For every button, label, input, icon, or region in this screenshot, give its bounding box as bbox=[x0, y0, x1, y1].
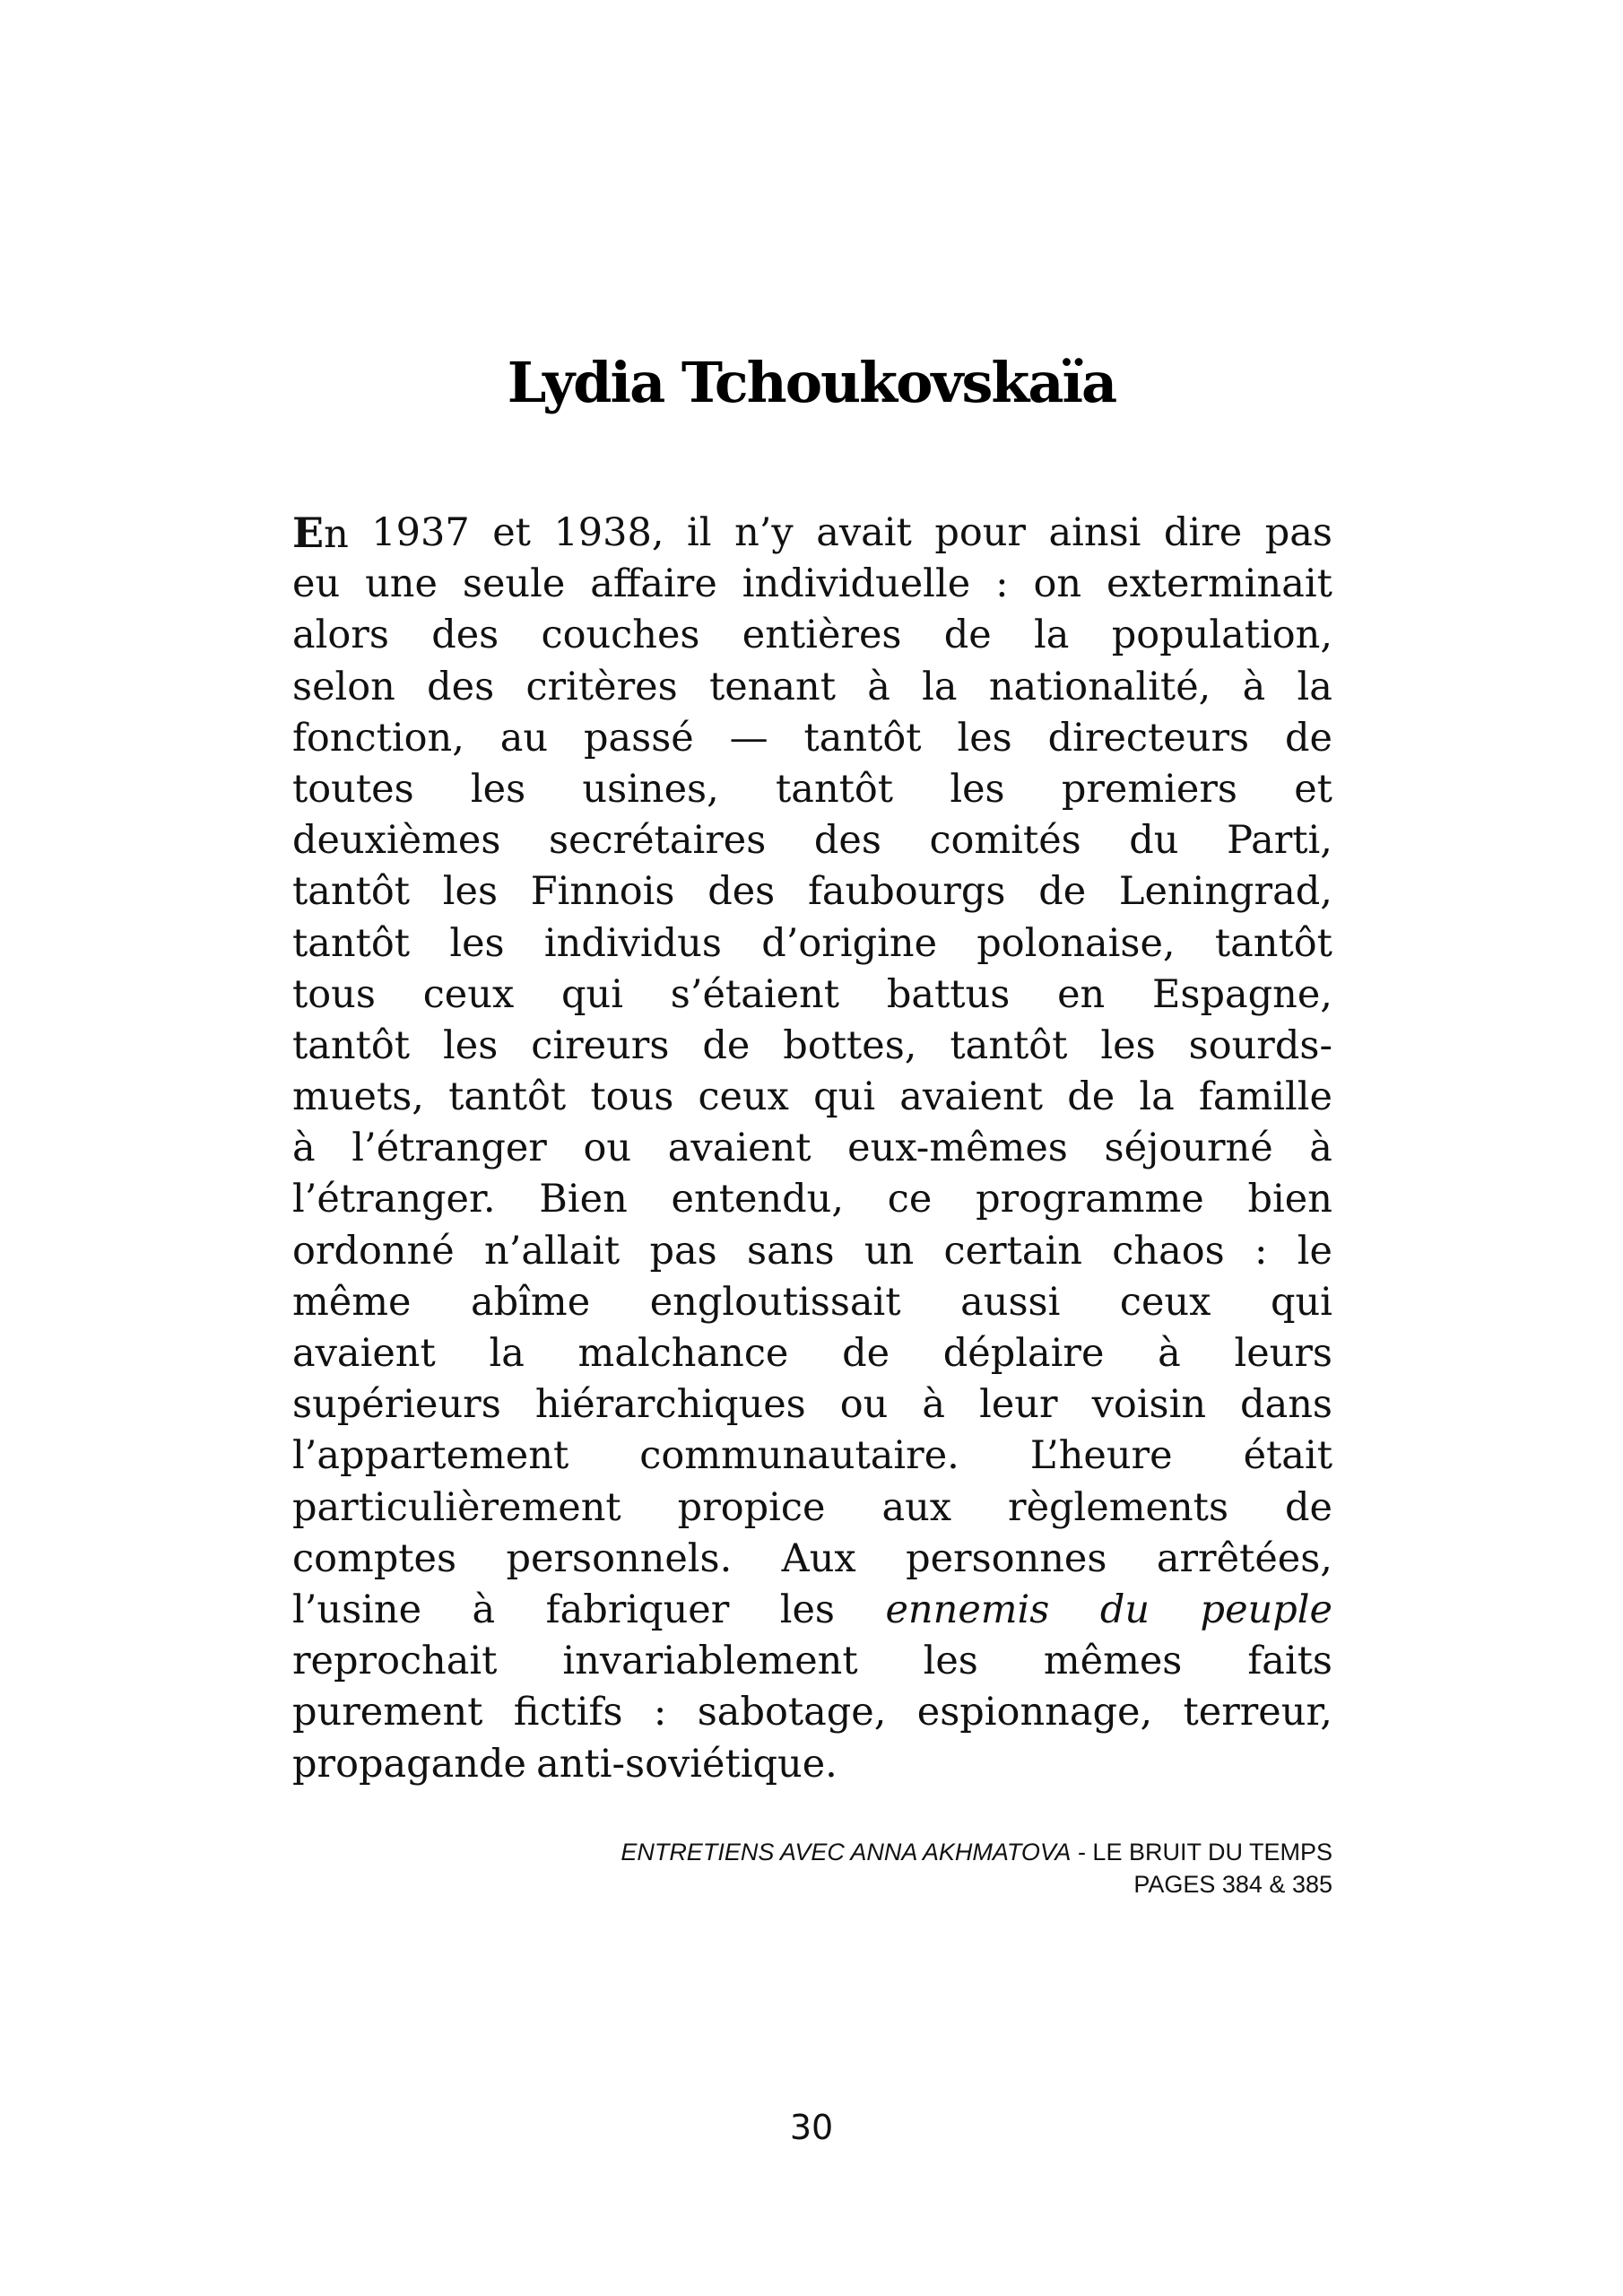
word: fabriquer bbox=[545, 1587, 730, 1632]
word: tenant bbox=[708, 664, 836, 709]
word: ce bbox=[887, 1177, 933, 1222]
word: L’heure bbox=[1029, 1433, 1173, 1479]
word: premiers bbox=[1061, 766, 1237, 812]
word: battus bbox=[886, 971, 1011, 1017]
word: les bbox=[779, 1587, 836, 1632]
word: déplaire bbox=[942, 1331, 1105, 1376]
word: avait bbox=[816, 510, 912, 555]
word: tous bbox=[292, 971, 376, 1017]
word: des bbox=[427, 664, 495, 709]
text-line bbox=[292, 1021, 1332, 1072]
text-line bbox=[292, 1585, 1332, 1636]
word: ou bbox=[839, 1382, 889, 1428]
word: eux-mêmes bbox=[847, 1126, 1068, 1171]
word: exterminait bbox=[1107, 561, 1332, 607]
word: à bbox=[1309, 1126, 1332, 1171]
word: les bbox=[950, 766, 1005, 812]
word: certain bbox=[943, 1228, 1082, 1274]
word: invariablement bbox=[562, 1639, 858, 1684]
word: reprochait bbox=[292, 1639, 498, 1684]
word: mêmes bbox=[1043, 1639, 1183, 1684]
word: au bbox=[499, 715, 549, 761]
word: ceux bbox=[698, 1074, 789, 1120]
word: : bbox=[995, 561, 1009, 607]
word: qui bbox=[1270, 1279, 1332, 1325]
word: bien bbox=[1247, 1177, 1332, 1222]
citation-publisher: - LE BRUIT DU TEMPS bbox=[1071, 1839, 1332, 1866]
word: dans bbox=[1240, 1382, 1332, 1428]
word: règlements bbox=[1008, 1484, 1229, 1530]
word: communautaire. bbox=[639, 1433, 959, 1479]
text-line bbox=[292, 866, 1332, 918]
word: alors bbox=[292, 613, 389, 658]
word: l’étranger bbox=[352, 1126, 547, 1171]
word: engloutissait bbox=[649, 1279, 901, 1325]
word: directeurs bbox=[1047, 715, 1250, 761]
word: personnes bbox=[906, 1535, 1107, 1581]
word: les bbox=[443, 1022, 499, 1068]
word: un bbox=[864, 1228, 915, 1274]
word: sabotage, bbox=[697, 1690, 887, 1735]
word: séjourné bbox=[1104, 1126, 1273, 1171]
word: fictifs bbox=[513, 1690, 623, 1735]
word: et bbox=[1294, 766, 1332, 812]
word: les bbox=[442, 869, 499, 915]
word: passé bbox=[584, 715, 694, 761]
word: polonaise, bbox=[976, 920, 1176, 966]
word: des bbox=[813, 818, 881, 864]
word: à bbox=[1158, 1331, 1181, 1376]
word: il bbox=[687, 510, 712, 555]
word: ou bbox=[583, 1126, 632, 1171]
word: ceux bbox=[1119, 1279, 1211, 1325]
text-line bbox=[292, 559, 1332, 610]
word: les bbox=[470, 766, 526, 812]
word: ceux bbox=[422, 971, 515, 1017]
text-line bbox=[292, 662, 1332, 713]
word: Leningrad, bbox=[1118, 869, 1332, 915]
word: à bbox=[292, 1126, 316, 1171]
word: les bbox=[923, 1639, 978, 1684]
word: aux bbox=[881, 1484, 952, 1530]
word: n’y bbox=[734, 510, 794, 555]
word: espionnage, bbox=[916, 1690, 1153, 1735]
word: purement bbox=[292, 1690, 483, 1735]
italic-word: peuple bbox=[1200, 1587, 1332, 1632]
word: tantôt bbox=[950, 1022, 1068, 1068]
text-line bbox=[292, 1687, 1332, 1738]
word: de bbox=[1038, 869, 1087, 915]
word: : bbox=[1254, 1228, 1268, 1274]
text-line bbox=[292, 1123, 1332, 1174]
text-line bbox=[292, 1328, 1332, 1379]
word: particulièrement bbox=[292, 1484, 621, 1530]
text-line bbox=[292, 1483, 1332, 1534]
word: chaos bbox=[1112, 1228, 1225, 1274]
word: nationalité, bbox=[988, 664, 1211, 709]
word: entières bbox=[742, 613, 902, 658]
word: la bbox=[1139, 1074, 1175, 1120]
word: eu bbox=[292, 561, 341, 607]
word: affaire bbox=[590, 561, 717, 607]
word: faits bbox=[1247, 1639, 1332, 1684]
text-line bbox=[292, 1739, 1332, 1790]
word: pas bbox=[649, 1228, 717, 1274]
source-citation bbox=[292, 1836, 1332, 1900]
word: le bbox=[1297, 1228, 1332, 1274]
word: la bbox=[1297, 664, 1332, 709]
word: on bbox=[1033, 561, 1082, 607]
word: tantôt bbox=[292, 869, 411, 915]
word: l’appartement bbox=[292, 1433, 569, 1479]
word: avaient bbox=[667, 1126, 812, 1171]
word: tantôt bbox=[803, 715, 922, 761]
word: la bbox=[489, 1331, 525, 1376]
word: ainsi bbox=[1048, 510, 1141, 555]
word: s’étaient bbox=[670, 971, 840, 1017]
word: toutes bbox=[292, 766, 414, 812]
word: tous bbox=[590, 1074, 674, 1120]
word: sans bbox=[747, 1228, 835, 1274]
word: comités bbox=[929, 818, 1081, 864]
text-line bbox=[292, 508, 1332, 559]
text-line bbox=[292, 1277, 1332, 1328]
text-line bbox=[292, 1431, 1332, 1482]
word: fonction, bbox=[292, 715, 464, 761]
text-line bbox=[292, 1534, 1332, 1585]
word: les bbox=[1100, 1022, 1156, 1068]
word: qui bbox=[813, 1074, 876, 1120]
word: programme bbox=[976, 1177, 1204, 1222]
citation-pages: PAGES 384 & 385 bbox=[1133, 1871, 1332, 1898]
word: propice bbox=[677, 1484, 826, 1530]
word: de bbox=[1285, 1484, 1332, 1530]
text-line bbox=[292, 970, 1332, 1021]
word: muets, bbox=[292, 1074, 424, 1120]
text-line bbox=[292, 1072, 1332, 1123]
word: anti-soviétique. bbox=[536, 1741, 838, 1787]
word: de bbox=[702, 1022, 751, 1068]
text-line bbox=[292, 1174, 1332, 1225]
word: l’usine bbox=[292, 1587, 422, 1632]
word: supérieurs bbox=[292, 1382, 501, 1428]
word: comptes bbox=[292, 1535, 457, 1581]
text-line bbox=[292, 1226, 1332, 1277]
word: avaient bbox=[899, 1074, 1044, 1120]
page-number: 30 bbox=[789, 2108, 834, 2147]
text-line bbox=[292, 1379, 1332, 1431]
word: ordonné bbox=[292, 1228, 455, 1274]
word: tantôt bbox=[292, 1022, 411, 1068]
word: Parti, bbox=[1227, 818, 1332, 864]
word: pas bbox=[1264, 510, 1332, 555]
word: à bbox=[867, 664, 890, 709]
text-line bbox=[292, 713, 1332, 764]
word: une bbox=[365, 561, 438, 607]
word: en bbox=[1057, 971, 1106, 1017]
word: individus bbox=[543, 920, 722, 966]
word: arrêtées, bbox=[1156, 1535, 1332, 1581]
word: 1937 bbox=[371, 510, 470, 555]
word: population, bbox=[1111, 613, 1332, 658]
word: personnels. bbox=[506, 1535, 733, 1581]
word: hiérarchiques bbox=[534, 1382, 806, 1428]
word: sourds- bbox=[1188, 1022, 1332, 1068]
word: à bbox=[922, 1382, 946, 1428]
word: usines, bbox=[582, 766, 719, 812]
word: même bbox=[292, 1279, 412, 1325]
text-line bbox=[292, 610, 1332, 661]
word: selon bbox=[292, 664, 395, 709]
text-line bbox=[292, 764, 1332, 815]
word: d’origine bbox=[761, 920, 938, 966]
word: la bbox=[922, 664, 958, 709]
word: les bbox=[957, 715, 1012, 761]
page-title: Lydia Tchoukovskaïa bbox=[507, 349, 1116, 415]
word: bottes, bbox=[783, 1022, 917, 1068]
italic-word: du bbox=[1099, 1587, 1150, 1632]
word: — bbox=[729, 715, 768, 761]
body-paragraph bbox=[292, 508, 1332, 1790]
word: abîme bbox=[471, 1279, 591, 1325]
word: propagande bbox=[292, 1741, 526, 1787]
word: les bbox=[449, 920, 505, 966]
word: entendu, bbox=[671, 1177, 844, 1222]
citation-work-title: ENTRETIENS AVEC ANNA AKHMATOVA bbox=[621, 1839, 1072, 1866]
word: du bbox=[1129, 818, 1179, 864]
word: seule bbox=[462, 561, 566, 607]
word: avaient bbox=[292, 1331, 436, 1376]
word: En bbox=[292, 509, 349, 557]
word: tantôt bbox=[776, 766, 894, 812]
word: aussi bbox=[960, 1279, 1061, 1325]
word: : bbox=[653, 1690, 667, 1735]
word: couches bbox=[541, 613, 700, 658]
word: voisin bbox=[1091, 1382, 1207, 1428]
word: de bbox=[842, 1331, 890, 1376]
word: cireurs bbox=[531, 1022, 670, 1068]
word: l’étranger. bbox=[292, 1177, 496, 1222]
word: était bbox=[1243, 1433, 1332, 1479]
citation-line-1 bbox=[292, 1836, 1332, 1868]
word: Espagne, bbox=[1152, 971, 1332, 1017]
word: deuxièmes bbox=[292, 818, 501, 864]
word: pour bbox=[934, 510, 1026, 555]
word: tantôt bbox=[292, 920, 411, 966]
word: critères bbox=[525, 664, 678, 709]
word: tantôt bbox=[448, 1074, 567, 1120]
word: leur bbox=[979, 1382, 1058, 1428]
drop-cap: E bbox=[292, 509, 325, 557]
word: dire bbox=[1163, 510, 1243, 555]
word: Bien bbox=[539, 1177, 628, 1222]
word: terreur, bbox=[1183, 1690, 1332, 1735]
word: individuelle bbox=[742, 561, 971, 607]
word: Aux bbox=[781, 1535, 856, 1581]
word: qui bbox=[560, 971, 623, 1017]
word: à bbox=[472, 1587, 496, 1632]
word: 1938, bbox=[553, 510, 664, 555]
word: faubourgs bbox=[807, 869, 1006, 915]
word: de bbox=[1284, 715, 1332, 761]
word: la bbox=[1034, 613, 1070, 658]
text-line bbox=[292, 918, 1332, 970]
word: Finnois bbox=[530, 869, 675, 915]
word: secrétaires bbox=[548, 818, 767, 864]
word: de bbox=[1067, 1074, 1115, 1120]
word: n’allait bbox=[484, 1228, 621, 1274]
word: des bbox=[431, 613, 499, 658]
text-line bbox=[292, 815, 1332, 866]
word: malchance bbox=[577, 1331, 789, 1376]
word: à bbox=[1242, 664, 1266, 709]
word: famille bbox=[1198, 1074, 1332, 1120]
word: des bbox=[707, 869, 776, 915]
word: leurs bbox=[1234, 1331, 1332, 1376]
text-line bbox=[292, 1636, 1332, 1687]
italic-word: ennemis bbox=[885, 1587, 1050, 1632]
word: et bbox=[492, 510, 531, 555]
word: de bbox=[943, 613, 992, 658]
word: tantôt bbox=[1214, 920, 1332, 966]
